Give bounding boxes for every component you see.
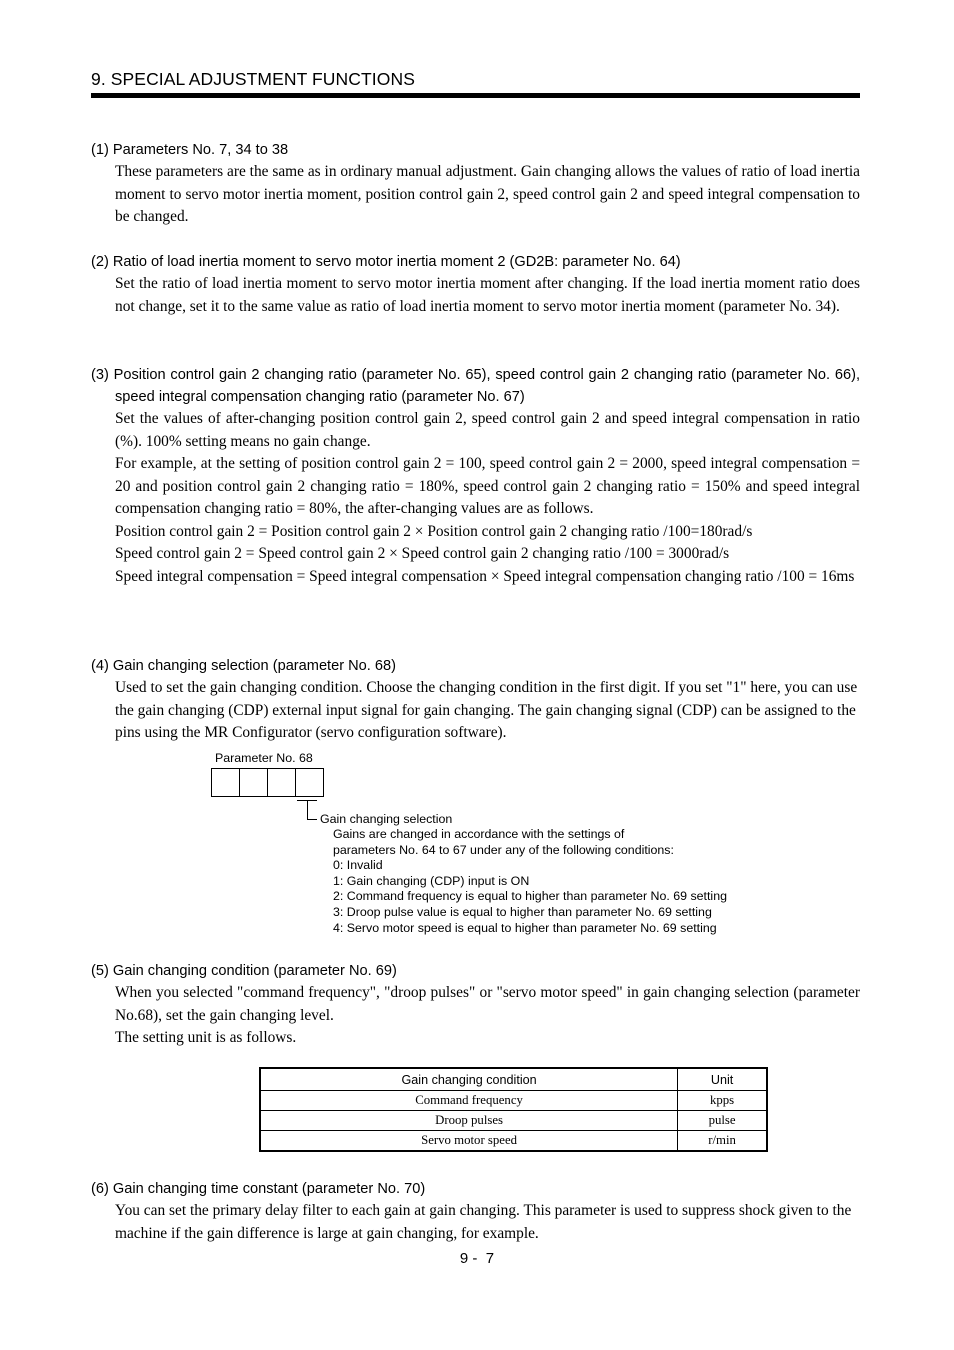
section-6-heading: (6) Gain changing time constant (parameter No. 70) — [91, 1181, 426, 1197]
table-row — [260, 1091, 767, 1111]
gain-changing-selection-description — [333, 827, 727, 936]
table-row — [260, 1131, 767, 1152]
gain-changing-unit-table — [259, 1067, 768, 1152]
section-4-heading: (4) Gain changing selection (parameter No. 68) — [91, 658, 397, 674]
section-3-paragraph-1: Set the values of after-changing position control gain 2, speed control gain 2 and speed integral compensation in ratio (%). 100% setting means no gain change. — [115, 410, 860, 450]
digit-box — [296, 769, 323, 796]
section-3-heading: (3) Position control gain 2 changing ratio (parameter No. 65), speed control gain 2 changing ratio (parameter No. 66), speed integral compensation changing ratio (parameter No. 67) — [91, 367, 860, 405]
parameter-68-diagram — [211, 750, 771, 940]
digit-box — [240, 769, 268, 796]
column-header-condition: Gain changing condition — [260, 1068, 678, 1091]
section-5 — [91, 960, 860, 1050]
table-cell: pulse — [678, 1111, 767, 1131]
section-1-paragraph: These parameters are the same as in ordinary manual adjustment. Gain changing allows the values of ratio of load inertia moment to servo motor inertia moment, position control gain 2, speed control gain 2 and speed integral compensation to be changed. — [115, 163, 860, 225]
table-header-row — [260, 1068, 767, 1091]
parameter-label: Parameter No. 68 — [215, 751, 313, 765]
section-3-formula-integral: Speed integral compensation = Speed integral compensation × Speed integral compensation changing ratio /100 = 16ms — [115, 567, 855, 585]
description-line: Gains are changed in accordance with the settings of — [333, 827, 625, 841]
option-2: 2: Command frequency is equal to higher than parameter No. 69 setting — [333, 889, 727, 904]
option-3: 3: Droop pulse value is equal to higher than parameter No. 69 setting — [333, 904, 712, 919]
option-1: 1: Gain changing (CDP) input is ON — [333, 873, 530, 888]
digit-boxes — [211, 768, 324, 797]
section-2-heading: (2) Ratio of load inertia moment to servo motor inertia moment 2 (GD2B: parameter No. 64) — [91, 254, 681, 270]
section-4 — [91, 655, 860, 745]
table-row — [260, 1111, 767, 1131]
section-5-heading: (5) Gain changing condition (parameter No. 69) — [91, 963, 397, 979]
description-line: parameters No. 64 to 67 under any of the following conditions: — [333, 842, 674, 857]
section-4-paragraph: Used to set the gain changing condition. Choose the changing condition in the first digit. If you set "1" here, you can use the gain changing (CDP) external input signal for gain changing. The gain changing signal (CDP) can be assigned to the pins using the MR Configurator (servo configuration software). — [115, 679, 858, 741]
page-header-title: 9. SPECIAL ADJUSTMENT FUNCTIONS — [91, 69, 415, 89]
section-6 — [91, 1178, 860, 1245]
gain-changing-selection-title: Gain changing selection — [320, 812, 453, 826]
column-header-unit: Unit — [678, 1068, 767, 1091]
table-cell: kpps — [678, 1091, 767, 1111]
section-5-paragraph-2: The setting unit is as follows. — [115, 1029, 297, 1046]
section-1-heading: (1) Parameters No. 7, 34 to 38 — [91, 142, 289, 158]
digit-box — [268, 769, 296, 796]
section-3-paragraph-2: For example, at the setting of position control gain 2 = 100, speed control gain 2 = 2000, speed integral compensation = 20 and position control gain 2 changing ratio = 180%, speed control gain 2 changing ratio = 150% and speed integral compensation changing ratio = 80%, the after-changing values are as follows. — [115, 455, 860, 517]
header-rule — [91, 93, 860, 98]
section-5-paragraph-1: When you selected "command frequency", "droop pulses" or "servo motor speed" in gain changing selection (parameter No.68), set the gain changing level. — [115, 984, 860, 1024]
leader-line — [307, 800, 317, 820]
table-cell: Droop pulses — [260, 1111, 678, 1131]
section-1 — [91, 139, 860, 229]
section-6-paragraph: You can set the primary delay filter to each gain at gain changing. This parameter is used to suppress shock given to the machine if the gain difference is large at gain changing, for example. — [115, 1202, 852, 1242]
table-cell: Servo motor speed — [260, 1131, 678, 1152]
section-2-paragraph: Set the ratio of load inertia moment to servo motor inertia moment after changing. If the load inertia moment ratio does not change, set it to the same value as ratio of load inertia moment to servo motor inertia moment (parameter No. 34). — [115, 275, 860, 315]
page-number: 9 - 7 — [459, 1250, 495, 1267]
digit-box — [212, 769, 240, 796]
section-2 — [91, 251, 860, 318]
section-3-formula-position: Position control gain 2 = Position control gain 2 × Position control gain 2 changing ratio /100=180rad/s — [115, 522, 753, 540]
table-cell: Command frequency — [260, 1091, 678, 1111]
section-3-formula-speed: Speed control gain 2 = Speed control gain 2 × Speed control gain 2 changing ratio /100 = 3000rad/s — [115, 545, 730, 562]
option-0: 0: Invalid — [333, 858, 383, 873]
table-cell: r/min — [678, 1131, 767, 1152]
option-4: 4: Servo motor speed is equal to higher than parameter No. 69 setting — [333, 920, 717, 935]
section-3 — [91, 364, 860, 588]
